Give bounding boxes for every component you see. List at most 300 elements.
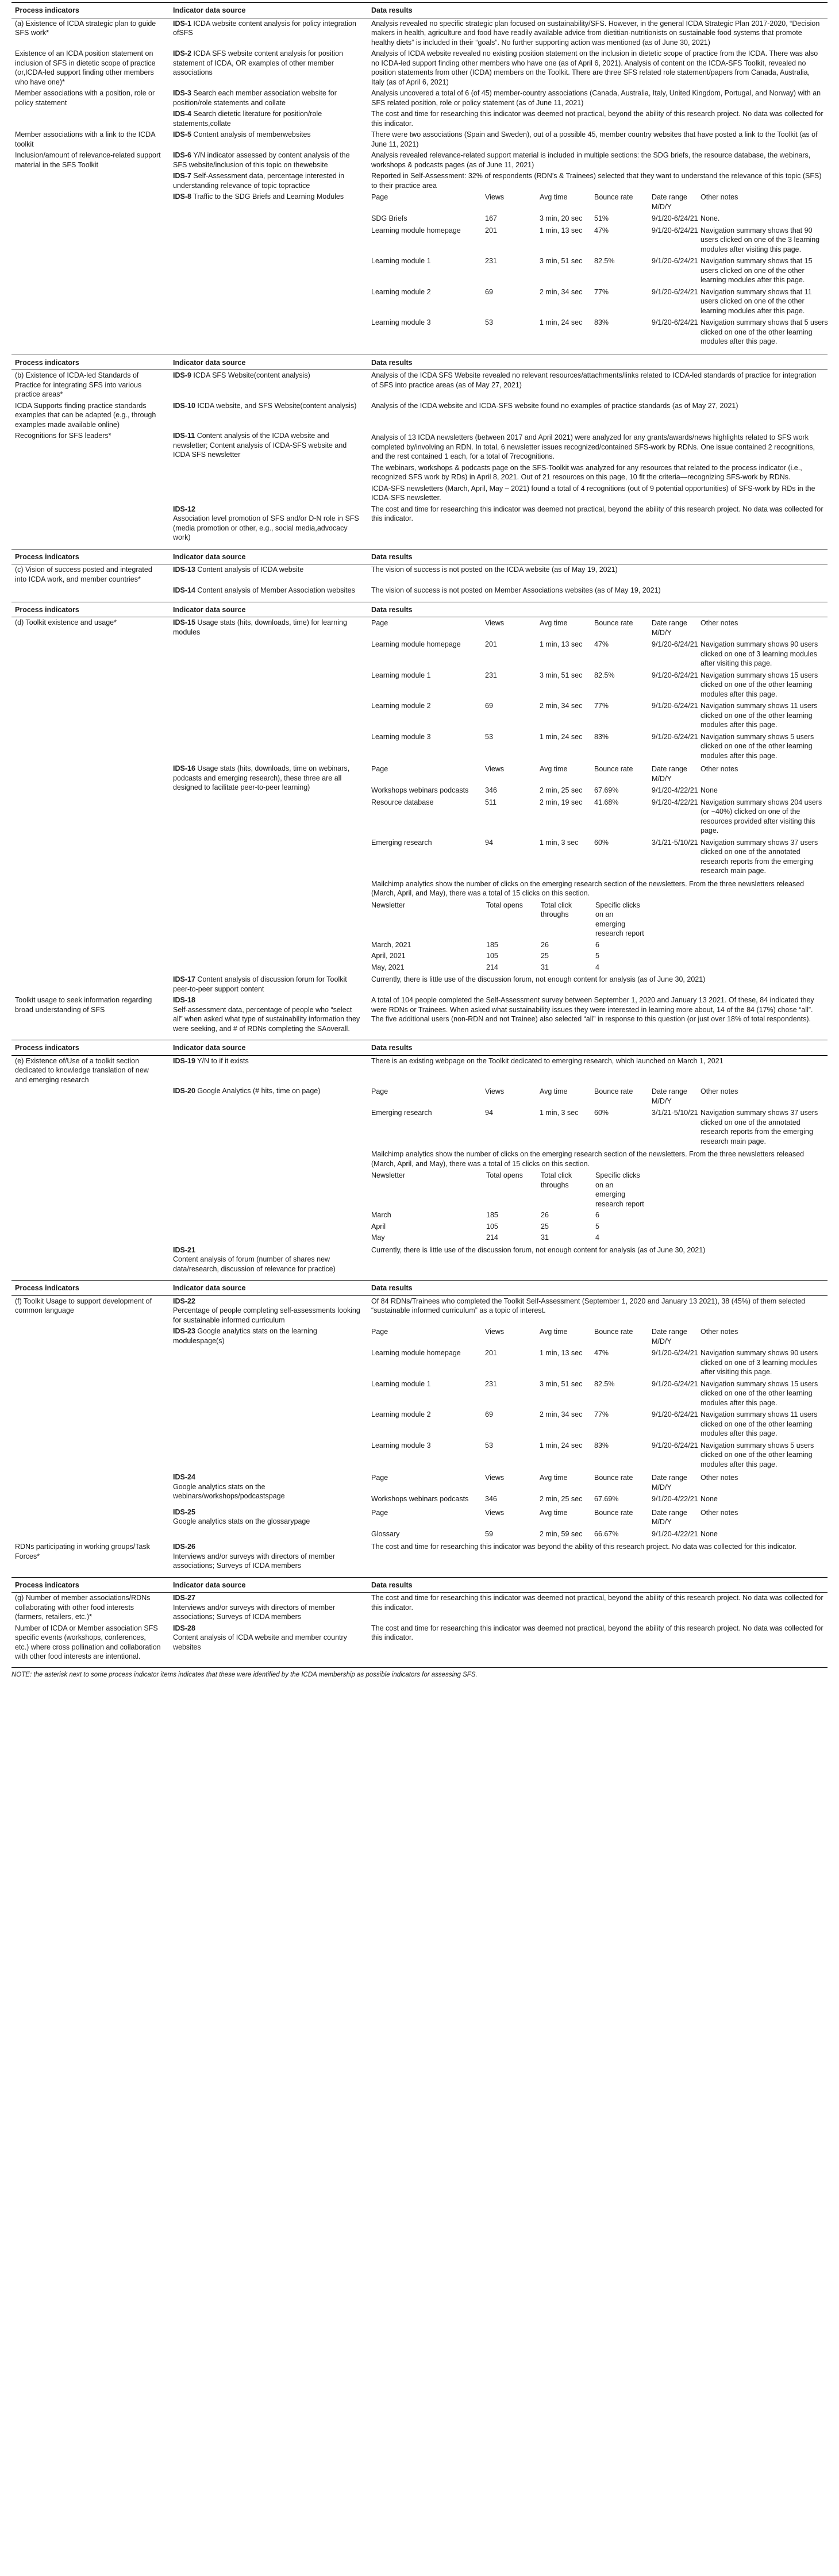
newsletter-cell: 25: [541, 1222, 549, 1231]
analytics-cell: Navigation summary shows that 90 users clicked on one of the 3 learning modules after visiting this page.: [701, 226, 820, 253]
source-cell: [170, 370, 368, 401]
spacer-row: [11, 349, 828, 355]
process-indicator: [11, 1507, 170, 1542]
data-result: [368, 430, 828, 504]
analytics-cell: 2 min, 59 sec: [540, 1529, 583, 1538]
indicator-id: IDS-1: [173, 19, 191, 28]
section-a: [11, 2, 828, 355]
analytics-cell: 9/1/20-6/24/21: [652, 287, 698, 296]
analytics-header-cell: Avg time: [540, 1087, 568, 1095]
analytics-cell: 3 min, 51 sec: [540, 671, 583, 679]
indicator-id: IDS-26: [173, 1543, 195, 1551]
analytics-header-cell: Page: [371, 1087, 388, 1095]
column-header: Indicator data source: [170, 1040, 368, 1056]
indicator-row: [11, 995, 828, 1035]
source-text: ICDA SFS Website(content analysis): [191, 371, 310, 379]
result-paragraph: Mailchimp analytics show the number of clicks on the emerging research section of the newsletters. From the three newsletters released (March, April, and May), there was a total of 15 clicks on this section.: [371, 879, 805, 897]
indicator-id: IDS-8: [173, 193, 191, 201]
process-indicator: [11, 1472, 170, 1507]
indicator-row: [11, 1623, 828, 1663]
analytics-header-cell: Date range M/D/Y: [652, 1508, 687, 1526]
analytics-cell: None.: [701, 214, 720, 222]
source-cell: [170, 974, 368, 995]
analytics-cell: 69: [485, 702, 493, 710]
analytics-header-cell: Avg time: [540, 1474, 568, 1482]
process-indicator: (g) Number of member associations/RDNs collaborating with other food interests (farmers, retailers, etc.)*: [15, 1594, 151, 1621]
spacer-row: [11, 544, 828, 549]
analytics-header-cell: Other notes: [701, 619, 738, 627]
indicator-id: IDS-27: [173, 1594, 195, 1602]
analytics-cell: 60%: [594, 838, 609, 847]
analytics-cell: 47%: [594, 640, 609, 648]
source-text: Self-Assessment data, percentage interested in understanding relevance of topic topractice: [173, 172, 345, 190]
analytics-cell: 231: [485, 257, 497, 265]
analytics-cell: 67.69%: [594, 1495, 619, 1503]
column-header: Indicator data source: [170, 1577, 368, 1593]
data-result: Analysis of the ICDA SFS Website revealed no relevant resources/attachments/links related to ICDA-led standards of practice for integration of SFS into practice areas (as of May 27, 2021): [371, 371, 817, 389]
source-text: Interviews and/or surveys with directors of member associations; Surveys of ICDA members: [173, 1552, 336, 1570]
analytics-cell: 83%: [594, 732, 609, 741]
analytics-header-cell: Other notes: [701, 1087, 738, 1095]
newsletter-header-cell: Newsletter: [371, 901, 406, 909]
source-cell: [170, 1295, 368, 1326]
process-indicator: (d) Toolkit existence and usage*: [15, 618, 117, 626]
column-header: Process indicators: [11, 1577, 170, 1593]
source-text: Content analysis of the ICDA website and newsletter; Content analysis of ICDA-SFS website and ICDA SFS newsletter: [173, 432, 347, 459]
data-result: Analysis of ICDA website revealed no existing position statement on the inclusion in dietetic scope of practice from the ICDA. There was also no ICDA-led support finding other members who have one (as of April 6, 2021). Analysis of content on the ICDA-SFS Toolkit, revealed no position statements from other (ICDA) members on the Toolkit. There are three SFS related role statement/papers from Canada, Australia, Italy (as of April 6, 2021): [371, 49, 818, 86]
analytics-cell: 1 min, 13 sec: [540, 640, 583, 648]
analytics-row: [371, 1108, 831, 1148]
indicator-id: IDS-25: [173, 1508, 195, 1516]
data-result: Analysis revealed no specific strategic plan focused on sustainability/SFS. However, in the general ICDA Strategic Plan 2017-2020, “Decision makers in health, agriculture and food have readily available advice from dietitian-nutritionists on sustainable food systems that promote healthy diets” is included in their “goals”. No further supporting action was mentioned (as of June 30, 2021): [371, 19, 820, 47]
analytics-cell: 511: [485, 798, 497, 806]
indicator-row: [11, 1086, 828, 1245]
data-result: The cost and time for researching this indicator was beyond the ability of this research project. No data was collected for this indicator.: [371, 1543, 796, 1551]
source-cell: [170, 1086, 368, 1245]
data-result: The cost and time for researching this indicator was deemed not practical, beyond the ability of this research project. No data was collected for this indicator.: [371, 1594, 823, 1612]
analytics-cell: 3/1/21-5/10/21: [652, 838, 698, 847]
analytics-header: [371, 1086, 831, 1108]
analytics-header-cell: Views: [485, 1328, 505, 1336]
newsletter-cell: April, 2021: [371, 952, 406, 960]
source-cell: [170, 150, 368, 171]
newsletter-row: [371, 1210, 647, 1221]
source-text: Content analysis of Member Association websites: [195, 586, 355, 594]
analytics-cell: 1 min, 13 sec: [540, 226, 583, 234]
source-cell: [170, 585, 368, 597]
analytics-cell: 346: [485, 786, 497, 794]
section-d: [11, 602, 828, 1040]
analytics-cell: 201: [485, 640, 497, 648]
indicator-row: [11, 564, 828, 586]
indicator-id: IDS-10: [173, 401, 195, 410]
column-header: Indicator data source: [170, 3, 368, 18]
analytics-row: [371, 797, 831, 837]
analytics-table: [371, 192, 831, 348]
analytics-header-cell: Page: [371, 619, 388, 627]
indicator-id: IDS-4: [173, 110, 191, 118]
data-result: The cost and time for researching this indicator was deemed not practical, beyond the ability of this research project. No data was collected for this indicator.: [371, 110, 823, 128]
section-b: [11, 355, 828, 549]
newsletter-cell: May: [371, 1233, 385, 1241]
analytics-header-cell: Other notes: [701, 765, 738, 773]
analytics-cell: 67.69%: [594, 786, 619, 794]
indicator-row: [11, 18, 828, 48]
newsletter-header-cell: Newsletter: [371, 1171, 406, 1179]
process-indicator: [11, 1245, 170, 1275]
column-header: Process indicators: [11, 3, 170, 18]
source-cell: [170, 1623, 368, 1663]
indicator-row: [11, 129, 828, 150]
newsletter-row: [371, 1221, 647, 1233]
analytics-header-cell: Views: [485, 1474, 505, 1482]
process-indicator: [11, 109, 170, 129]
analytics-table: [371, 1508, 831, 1541]
indicator-row: [11, 48, 828, 88]
source-cell: [170, 129, 368, 150]
analytics-cell: 69: [485, 1410, 493, 1418]
analytics-cell: Navigation summary shows 5 users clicked on one of the other learning modules after this page.: [701, 1441, 814, 1468]
indicator-row: [11, 150, 828, 171]
analytics-cell: 201: [485, 1349, 497, 1357]
source-cell: [170, 48, 368, 88]
source-text: Interviews and/or surveys with directors of member associations; Surveys of ICDA members: [173, 1603, 336, 1621]
data-result: [368, 617, 828, 764]
analytics-cell: 77%: [594, 702, 609, 710]
data-result: The cost and time for researching this indicator was deemed not practical, beyond the ability of this research project. No data was collected for this indicator.: [371, 1624, 823, 1641]
indicator-id: IDS-9: [173, 371, 191, 379]
column-header: Data results: [368, 355, 828, 370]
source-cell: [170, 171, 368, 191]
column-header: Indicator data source: [170, 1281, 368, 1296]
newsletter-table: [371, 1170, 647, 1244]
analytics-header: [371, 764, 831, 785]
source-text: Y/N to if it exists: [195, 1056, 249, 1065]
analytics-cell: 53: [485, 318, 493, 326]
process-indicator: (e) Existence of/Use of a toolkit section dedicated to knowledge translation of new and emerging research: [15, 1056, 149, 1084]
process-indicator: (a) Existence of ICDA strategic plan to guide SFS work*: [15, 19, 156, 37]
indicator-row: [11, 430, 828, 504]
column-header: Process indicators: [11, 1281, 170, 1296]
analytics-cell: None: [701, 1495, 718, 1503]
column-header: Process indicators: [11, 1040, 170, 1056]
source-cell: [170, 617, 368, 764]
source-cell: [170, 1326, 368, 1472]
source-cell: [170, 401, 368, 431]
analytics-cell: 77%: [594, 1410, 609, 1418]
source-text: Percentage of people completing self-assessments looking for sustainable informed curriculum: [173, 1306, 360, 1324]
source-cell: [170, 1055, 368, 1086]
indicator-id: IDS-14: [173, 586, 195, 594]
analytics-cell: 41.68%: [594, 798, 619, 806]
analytics-cell: 2 min, 19 sec: [540, 798, 583, 806]
analytics-cell: Navigation summary shows that 11 users clicked on one of the other learning modules after this page.: [701, 287, 812, 315]
analytics-table: [371, 764, 831, 878]
column-header: Indicator data source: [170, 602, 368, 617]
indicator-row: [11, 370, 828, 401]
process-indicator: ICDA Supports finding practice standards examples that can be adapted (e.g., through examples made available online): [15, 401, 156, 429]
analytics-cell: Workshops webinars podcasts: [371, 1495, 469, 1503]
analytics-cell: Navigation summary shows 11 users clicked on one of the other learning modules after this page.: [701, 702, 818, 729]
header-row: [11, 1577, 828, 1593]
source-text: Content analysis of ICDA website and member country websites: [173, 1633, 347, 1651]
source-text: Search each member association website for position/role statements and collate: [173, 89, 337, 107]
indicator-id: IDS-22: [173, 1297, 195, 1305]
analytics-cell: 9/1/20-6/24/21: [652, 702, 698, 710]
analytics-cell: Workshops webinars podcasts: [371, 786, 469, 794]
data-result: Of 84 RDNs/Trainees who completed the Toolkit Self-Assessment (September 1, 2020 and January 13 2021), 38 (45%) of them selected “sustainable informed curriculum” as a topic of interest.: [371, 1297, 806, 1314]
newsletter-cell: 4: [595, 963, 599, 971]
analytics-cell: 9/1/20-4/22/21: [652, 1495, 698, 1503]
indicator-id: IDS-6: [173, 151, 191, 159]
analytics-cell: 1 min, 3 sec: [540, 838, 579, 847]
analytics-header-cell: Other notes: [701, 1474, 738, 1482]
header-row: [11, 549, 828, 564]
analytics-header-cell: Page: [371, 765, 388, 773]
analytics-cell: 231: [485, 671, 497, 679]
section-f: [11, 1280, 828, 1577]
analytics-row: [371, 1529, 831, 1541]
newsletter-header: [371, 1170, 647, 1210]
analytics-cell: None: [701, 1529, 718, 1538]
analytics-cell: Navigation summary shows 15 users clicked on one of the other learning modules after this page.: [701, 1379, 818, 1407]
newsletter-cell: March, 2021: [371, 940, 411, 949]
source-text: Content analysis of ICDA website: [195, 566, 304, 574]
analytics-cell: 82.5%: [594, 671, 615, 679]
analytics-header-cell: Other notes: [701, 193, 738, 201]
analytics-cell: 3 min, 51 sec: [540, 257, 583, 265]
analytics-row: [371, 701, 831, 732]
indicator-id: IDS-19: [173, 1056, 195, 1065]
analytics-cell: Navigation summary shows 37 users clicked on one of the annotated research reports from the emerging research main page.: [701, 838, 818, 875]
analytics-cell: Learning module 2: [371, 1410, 431, 1418]
process-indicator: [11, 1086, 170, 1245]
newsletter-cell: March: [371, 1211, 391, 1219]
source-cell: [170, 430, 368, 504]
source-cell: [170, 995, 368, 1035]
analytics-header-cell: Views: [485, 193, 505, 201]
result-paragraph: ICDA-SFS newsletters (March, April, May – 2021) found a total of 4 recognitions (out of 9 potential opportunities) of SFS-work by RDs in the ICDA-SFS newsletter.: [371, 484, 815, 502]
analytics-cell: 9/1/20-6/24/21: [652, 640, 698, 648]
column-header: Data results: [368, 1040, 828, 1056]
indicator-id: IDS-16: [173, 764, 195, 772]
process-indicator: (f) Toolkit Usage to support development of common language: [15, 1297, 152, 1314]
analytics-cell: 3 min, 20 sec: [540, 214, 583, 222]
newsletter-row: [371, 962, 647, 974]
column-header: Data results: [368, 1577, 828, 1593]
indicator-row: [11, 401, 828, 431]
analytics-cell: 9/1/20-6/24/21: [652, 671, 698, 679]
column-header: Data results: [368, 3, 828, 18]
analytics-header-cell: Bounce rate: [594, 1087, 633, 1095]
analytics-cell: Navigation summary shows 90 users clicked on one of 3 learning modules after visiting this page.: [701, 1349, 818, 1376]
source-cell: [170, 1541, 368, 1572]
indicator-id: IDS-21: [173, 1245, 195, 1254]
newsletter-cell: 6: [595, 940, 599, 949]
analytics-header-cell: Date range M/D/Y: [652, 619, 687, 637]
analytics-cell: Glossary: [371, 1529, 400, 1538]
source-cell: [170, 504, 368, 544]
analytics-cell: 9/1/20-6/24/21: [652, 1410, 698, 1418]
source-cell: [170, 763, 368, 974]
analytics-cell: 9/1/20-6/24/21: [652, 226, 698, 234]
process-indicator: Inclusion/amount of relevance-related support material in the SFS Toolkit: [15, 151, 161, 169]
analytics-cell: 53: [485, 1441, 493, 1450]
indicator-id: IDS-20: [173, 1087, 195, 1095]
source-text: ICDA SFS website content analysis for position statement of ICDA, OR examples of other member associations: [173, 49, 343, 76]
analytics-cell: Learning module homepage: [371, 640, 461, 648]
process-indicator: (c) Vision of success posted and integrated into ICDA work, and member countries*: [15, 566, 152, 583]
data-result: Currently, there is little use of the discussion forum, not enough content for analysis (as of June 30, 2021): [371, 975, 706, 983]
spacer-row: [11, 1572, 828, 1577]
analytics-row: [371, 837, 831, 878]
process-indicator: RDNs participating in working groups/Task Forces*: [15, 1543, 150, 1560]
analytics-header-cell: Bounce rate: [594, 1474, 633, 1482]
indicator-row: [11, 1245, 828, 1275]
source-cell: [170, 1245, 368, 1275]
newsletter-cell: 214: [486, 1233, 498, 1241]
column-header: Process indicators: [11, 602, 170, 617]
analytics-cell: Navigation summary shows that 5 users clicked on one of the other learning modules after this page.: [701, 318, 828, 345]
analytics-header-cell: Views: [485, 1087, 505, 1095]
analytics-cell: 66.67%: [594, 1529, 619, 1538]
source-cell: [170, 1593, 368, 1623]
analytics-header-cell: Avg time: [540, 1508, 568, 1517]
newsletter-header-cell: Total opens: [486, 901, 523, 909]
analytics-cell: 83%: [594, 318, 609, 326]
analytics-cell: 346: [485, 1495, 497, 1503]
process-indicator: [11, 763, 170, 974]
indicator-row: [11, 763, 828, 974]
section-e: [11, 1040, 828, 1280]
process-indicator: [11, 191, 170, 349]
analytics-cell: 82.5%: [594, 257, 615, 265]
data-result: Analysis of the ICDA website and ICDA-SFS website found no examples of practice standards (as of May 27, 2021): [371, 401, 738, 410]
process-indicator: [11, 171, 170, 191]
data-result: [368, 763, 828, 974]
source-cell: [170, 1507, 368, 1542]
analytics-cell: 77%: [594, 287, 609, 296]
analytics-cell: Learning module 1: [371, 1379, 431, 1388]
indicator-row: [11, 1326, 828, 1472]
indicator-id: IDS-2: [173, 49, 191, 57]
analytics-cell: 59: [485, 1529, 493, 1538]
analytics-cell: 9/1/20-6/24/21: [652, 318, 698, 326]
header-row: [11, 1040, 828, 1056]
indicator-row: [11, 1593, 828, 1623]
data-result: Reported in Self-Assessment: 32% of respondents (RDN’s & Trainees) selected that they want to understand the relevance of this topic (SFS) to their practice area: [371, 172, 822, 190]
header-row: [11, 3, 828, 18]
analytics-table: [371, 618, 831, 762]
newsletter-cell: 31: [541, 1233, 549, 1241]
analytics-header-cell: Date range M/D/Y: [652, 1087, 687, 1105]
analytics-header-cell: Bounce rate: [594, 1328, 633, 1336]
analytics-cell: 47%: [594, 1349, 609, 1357]
indicator-id: IDS-18: [173, 996, 195, 1004]
newsletter-header-cell: Total click throughs: [541, 1171, 572, 1189]
result-paragraph: Analysis of 13 ICDA newsletters (between 2017 and April 2021) were analyzed for any grants/awards/news highlights related to SFS work completed by/involving an RDN. In total, 6 newsletter issues recognized/contained SFS-work by RDNs. One issue contained 2 recognitions, and the rest contained 1 each, for a total of 7recognitions.: [371, 433, 815, 460]
process-indicator: (b) Existence of ICDA-led Standards of Practice for integrating SFS into various practice areas*: [15, 371, 142, 398]
process-indicator: Member associations with a link to the ICDA toolkit: [15, 130, 155, 148]
indicator-id: IDS-7: [173, 172, 191, 180]
data-result: Currently, there is little use of the discussion forum, not enough content for analysis (as of June 30, 2021): [371, 1245, 706, 1254]
newsletter-cell: 214: [486, 963, 498, 971]
analytics-cell: 83%: [594, 1441, 609, 1450]
analytics-cell: Learning module 1: [371, 671, 431, 679]
analytics-header-cell: Avg time: [540, 1328, 568, 1336]
column-header: Indicator data source: [170, 549, 368, 564]
newsletter-cell: 6: [595, 1211, 599, 1219]
spacer-row: [11, 1035, 828, 1040]
indicator-id: IDS-13: [173, 566, 195, 574]
analytics-header-cell: Bounce rate: [594, 619, 633, 627]
indicator-id: IDS-3: [173, 89, 191, 97]
indicator-id: IDS-12: [173, 505, 195, 513]
header-row: [11, 355, 828, 370]
indicator-id: IDS-17: [173, 975, 195, 983]
result-paragraph: Mailchimp analytics show the number of clicks on the emerging research section of the newsletters. From the three newsletters released (March, April, and May), there was a total of 15 clicks on this section.: [371, 1150, 805, 1168]
analytics-cell: Learning module 2: [371, 702, 431, 710]
indicator-row: [11, 585, 828, 597]
data-result: Analysis uncovered a total of 6 (of 45) member-country associations (Canada, Australia, Italy, United Kingdom, Portugal, and Norway) with an SFS related position, role or policy statement (as of June 11, 2021): [371, 89, 821, 107]
process-indicator: [11, 504, 170, 544]
process-indicator: Existence of an ICDA position statement on inclusion of SFS in dietetic scope of practice (or,ICDA-led support finding other members who have one)*: [15, 49, 156, 86]
analytics-header: [371, 1508, 831, 1529]
analytics-cell: None: [701, 786, 718, 794]
analytics-cell: 9/1/20-6/24/21: [652, 1349, 698, 1357]
source-text: Google Analytics (# hits, time on page): [195, 1087, 321, 1095]
indicator-id: IDS-15: [173, 618, 195, 626]
analytics-header-cell: Date range M/D/Y: [652, 1328, 687, 1345]
analytics-table: [371, 1327, 831, 1471]
column-header: Data results: [368, 549, 828, 564]
analytics-cell: 51%: [594, 214, 609, 222]
analytics-cell: 2 min, 34 sec: [540, 702, 583, 710]
data-result: The cost and time for researching this indicator was deemed not practical, beyond the ability of this research project. No data was collected for this indicator.: [371, 505, 823, 522]
process-indicator: Number of ICDA or Member association SFS specific events (workshops, conferences, etc.) where cross pollination and collaboration with other food interests are intentional.: [15, 1624, 161, 1660]
column-header: Process indicators: [11, 549, 170, 564]
analytics-cell: 3 min, 51 sec: [540, 1379, 583, 1388]
analytics-header-cell: Date range M/D/Y: [652, 193, 687, 211]
newsletter-cell: April: [371, 1222, 386, 1231]
indicator-row: [11, 617, 828, 764]
spacer-row: [11, 597, 828, 602]
newsletter-cell: 4: [595, 1233, 599, 1241]
analytics-cell: 9/1/20-6/24/21: [652, 1379, 698, 1388]
analytics-header-cell: Page: [371, 1474, 388, 1482]
source-text: Search dietetic literature for position/role statements,collate: [173, 110, 322, 128]
indicator-row: [11, 1055, 828, 1086]
analytics-header-cell: Page: [371, 1508, 388, 1517]
analytics-cell: 9/1/20-6/24/21: [652, 257, 698, 265]
analytics-cell: 1 min, 24 sec: [540, 318, 583, 326]
analytics-header-cell: Avg time: [540, 765, 568, 773]
source-text: Usage stats (hits, downloads, time) for learning modules: [173, 618, 347, 636]
analytics-header-cell: Other notes: [701, 1328, 738, 1336]
analytics-cell: Learning module homepage: [371, 1349, 461, 1357]
analytics-cell: 2 min, 34 sec: [540, 1410, 583, 1418]
analytics-cell: 1 min, 3 sec: [540, 1109, 579, 1117]
process-indicator: [11, 974, 170, 995]
analytics-cell: 69: [485, 287, 493, 296]
analytics-row: [371, 213, 831, 225]
newsletter-cell: 105: [486, 952, 498, 960]
analytics-cell: 1 min, 24 sec: [540, 1441, 583, 1450]
analytics-row: [371, 639, 831, 670]
analytics-cell: SDG Briefs: [371, 214, 407, 222]
analytics-header-cell: Bounce rate: [594, 765, 633, 773]
data-result: The vision of success is not posted on the ICDA website (as of May 19, 2021): [371, 566, 618, 574]
